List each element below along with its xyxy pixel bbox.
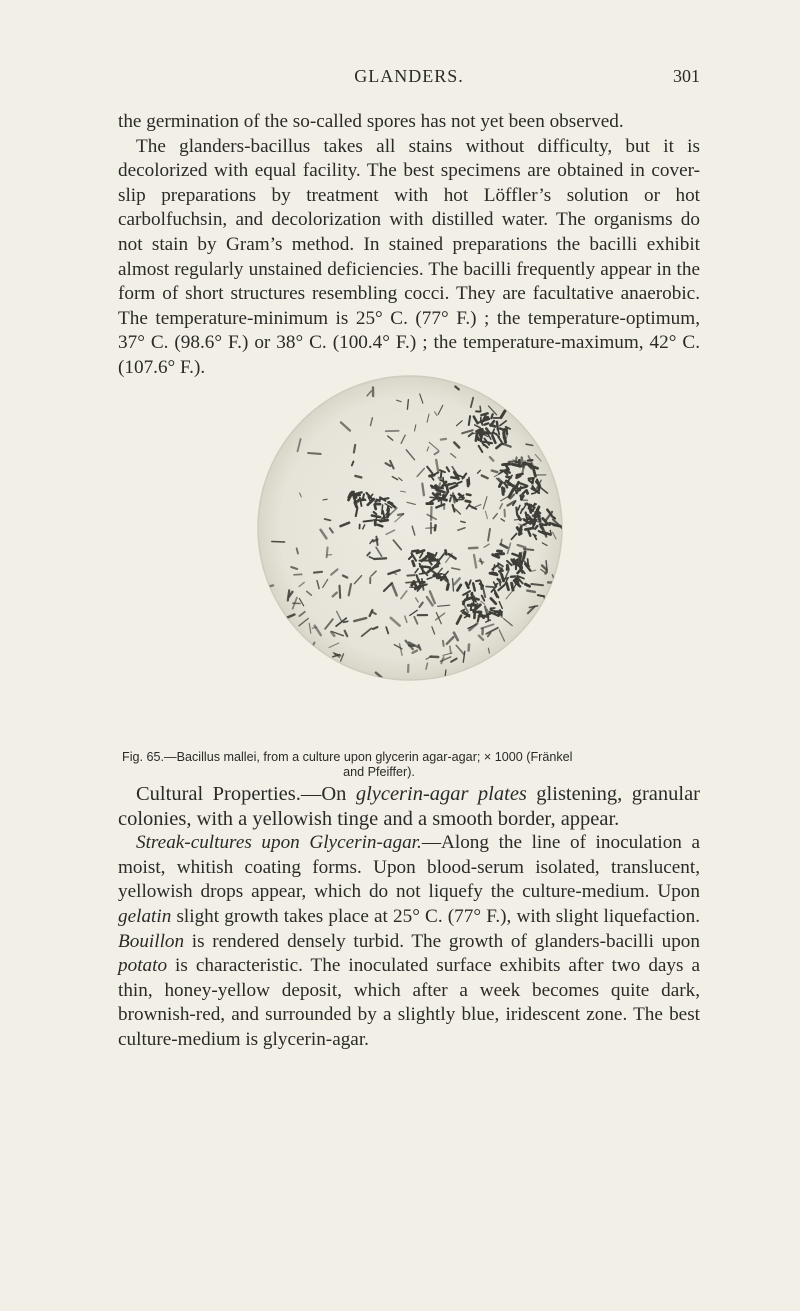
bacillus-rod: [503, 464, 510, 465]
bacillus-rod: [515, 581, 519, 582]
emphasis-potato: potato: [118, 955, 168, 977]
bacillus-rod: [499, 482, 501, 486]
bacillus-rod: [534, 469, 536, 476]
bacillus-rod: [364, 521, 373, 522]
bacillus-rod: [485, 423, 489, 424]
bacillus-rod: [451, 477, 457, 478]
bacillus-rod: [507, 565, 508, 569]
text-run: slight growth takes place at 25° C. (77° F.), with slight liquefaction.: [171, 905, 700, 927]
paragraph-continuation: the germination of the so-called spores has not yet been observed.: [118, 111, 624, 132]
bacillus-rod: [469, 416, 470, 425]
bacillus-rod: [538, 513, 540, 521]
bacillus-rod: [538, 595, 544, 596]
bacillus-rod: [518, 516, 520, 520]
paragraph-cultural-properties: [118, 782, 700, 831]
paragraph-staining: The glanders-bacillus takes all stains without difficulty, but it is decolorized with equal facility. The best specimens are obtained in cover-slip preparations by treatment with hot Löffler’s solution or hot carbolfuchsin, and decolorization with distilled water. The organisms do not stain by Gram’s method. In stained preparations the bacilli exhibit almost regularly unstained deficiencies. The bacilli frequently appear in the form of short structures resembling cocci. They are facultative anaerobic. The temperature-minimum is 25° C. (77° F.) ; the temperature-optimum, 37° C. (98.6° F.) or 38° C. (100.4° F.) ; the temperature-maximum, 42° C. (107.6° F.).: [118, 135, 700, 378]
bacillus-rod: [308, 453, 321, 454]
bacillus-rod: [434, 574, 442, 575]
bacillus-rod: [297, 548, 298, 553]
bacillus-rod: [467, 494, 471, 495]
bacillus-rod: [340, 586, 341, 598]
emphasis-streak-cultures: Streak-cultures upon Glycerin-agar.: [136, 832, 422, 854]
emphasis-glycerin-agar-plates: glycerin-agar plates: [355, 783, 527, 805]
bacillus-rod: [554, 525, 561, 526]
bacillus-rod: [524, 552, 525, 559]
bacillus-rod: [450, 498, 451, 502]
bacillus-rod: [539, 485, 540, 491]
bacillus-rod: [440, 480, 444, 481]
bacillus-rod: [527, 591, 535, 592]
text-run: —Along the line of inoculation a moist, whitish coating forms. Upon blood-serum isolated, translucent, yellowish drops appear, which do not liquefy the culture-medium. Upon: [118, 832, 700, 903]
bacillus-rod: [376, 537, 377, 545]
bacillus-rod: [412, 582, 414, 586]
body-text-top: [118, 110, 700, 381]
bacillus-rod: [413, 561, 415, 565]
bacillus-rod: [512, 583, 513, 590]
figure-caption: [118, 750, 700, 780]
bacillus-rod: [468, 480, 469, 486]
bacillus-rod: [363, 494, 364, 498]
text-run: glistening, granular colonies, with a yellowish tinge and a smooth border, appear.: [118, 783, 700, 830]
bacillus-rod: [500, 429, 504, 431]
running-head: GLANDERS.: [354, 66, 464, 86]
bacillus-rod: [355, 503, 357, 507]
bacillus-rod: [387, 514, 389, 517]
bacillus-rod: [374, 558, 386, 559]
bacillus-rod: [412, 551, 418, 552]
emphasis-gelatin: gelatin: [118, 905, 172, 927]
bacillus-rod: [507, 583, 509, 590]
bacillus-rod: [407, 575, 414, 576]
bacillus-rod: [518, 565, 522, 567]
bacillus-rod: [529, 531, 531, 536]
bacillus-rod: [344, 621, 348, 622]
bacillus-rod: [531, 521, 533, 525]
bacillus-rod: [327, 547, 328, 557]
bacillus-rod: [441, 577, 443, 580]
bacillus-rod: [314, 572, 322, 573]
bacillus-rod: [486, 587, 494, 588]
bacillus-rod: [491, 414, 492, 418]
bacillus-rod: [272, 542, 285, 543]
bacillus-rod: [407, 400, 408, 410]
caption-line-1: Fig. 65.—Bacillus mallei, from a culture upon glycerin agar-agar; × 1000 (Fränkel: [122, 750, 573, 764]
bacillus-rod: [529, 478, 534, 479]
bacillus-rod: [524, 463, 531, 464]
bacillus-rod: [496, 554, 504, 555]
micrograph-figure: [250, 368, 570, 688]
bacillus-rod: [524, 549, 533, 550]
bacillus-rod: [355, 476, 361, 478]
bacillus-rod: [526, 513, 528, 520]
bacillus-rod: [506, 471, 509, 473]
bacillus-rod: [441, 439, 446, 440]
text-run: —On: [300, 783, 356, 805]
caption-line-2: and Pfeiffer).: [343, 765, 415, 779]
bacillus-rod: [527, 490, 528, 493]
bacillus-rod: [378, 525, 383, 527]
bacillus-rod: [490, 573, 497, 575]
paragraph-streak-cultures: [118, 831, 700, 1052]
bacillus-rod: [516, 508, 517, 515]
bacillus-rod: [491, 425, 496, 427]
bacillus-rod: [502, 575, 504, 581]
bacillus-rod: [426, 528, 435, 529]
text-run: is characteristic. The inoculated surface exhibits after two days a thin, honey-yellow deposit, which after a week becomes quite dark, brownish-red, and surrounded by a slightly blue, iridescent zone. The best culture-medium is glycerin-agar.: [118, 955, 700, 1050]
page-number: 301: [673, 66, 700, 86]
bacillus-rod: [540, 524, 547, 525]
emphasis-bouillon: Bouillon: [118, 930, 185, 952]
bacillus-rod: [323, 499, 327, 500]
bacillus-rod: [447, 585, 448, 590]
bacillus-rod: [532, 493, 536, 494]
bacillus-rod: [528, 559, 529, 566]
body-text-cultural: [118, 782, 700, 1053]
bacillus-rod: [477, 436, 479, 440]
micrograph-illustration: [250, 368, 570, 688]
text-run: is rendered densely turbid. The growth of glanders-bacilli upon: [184, 930, 700, 952]
bacillus-rod: [519, 527, 521, 535]
bacillus-rod: [509, 461, 514, 462]
bacillus-rod: [550, 530, 551, 533]
bacillus-rod: [497, 612, 502, 613]
bacillus-rod: [429, 554, 432, 556]
bacillus-rod: [469, 548, 477, 549]
bacillus-rod: [504, 435, 506, 443]
bacillus-rod: [425, 567, 430, 568]
bacillus-rod: [536, 482, 538, 484]
bacillus-rod: [375, 505, 376, 509]
bacillus-rod: [525, 584, 529, 586]
bacillus-rod: [476, 580, 480, 581]
bacillus-rod: [473, 583, 475, 590]
bacillus-rod: [492, 471, 497, 473]
bacillus-rod: [517, 474, 523, 475]
bacillus-rod: [430, 475, 435, 476]
bacillus-rod: [466, 501, 470, 502]
bacillus-rod: [443, 641, 444, 646]
bacillus-rod: [528, 460, 533, 461]
bacillus-rod: [398, 514, 403, 515]
page-header: [118, 66, 700, 92]
section-heading: Cultural Properties.: [136, 783, 301, 805]
bacillus-rod: [450, 646, 451, 653]
bacillus-rod: [500, 568, 501, 573]
bacillus-rod: [461, 521, 465, 522]
bacillus-rod: [481, 582, 482, 590]
bacillus-rod: [354, 445, 355, 453]
bacillus-rod: [503, 488, 504, 495]
bacillus-rod: [446, 551, 447, 555]
bacillus-rod: [441, 472, 442, 477]
bacillus-rod: [463, 601, 464, 604]
bacillus-rod: [525, 528, 531, 529]
bacillus-rod: [435, 564, 438, 567]
bacillus-rod: [389, 502, 392, 503]
bacillus-rod: [531, 584, 543, 585]
bacillus-rod: [374, 520, 382, 521]
bacillus-rod: [422, 484, 424, 496]
bacillus-rod: [415, 583, 417, 587]
bacillus-rod: [521, 496, 523, 500]
bacillus-rod: [372, 516, 380, 518]
bacillus-rod: [447, 486, 448, 492]
